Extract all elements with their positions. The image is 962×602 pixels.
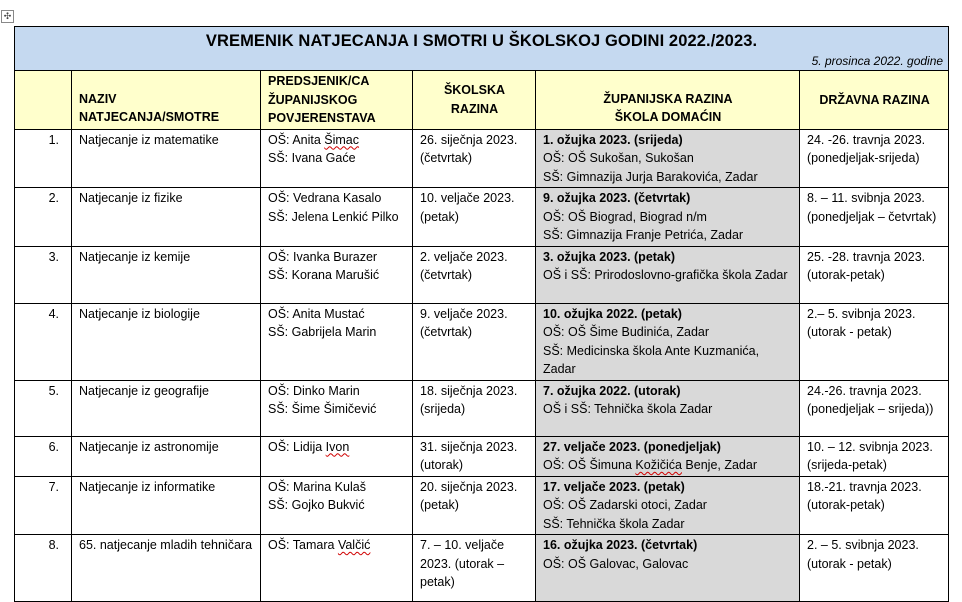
county-level <box>536 303 800 380</box>
chair-primary-name: Valčić <box>337 538 371 552</box>
chair-secondary: SŠ: Ivana Gaće <box>268 151 356 165</box>
chair-secondary: SŠ: Šime Šimičević <box>268 402 377 416</box>
title-cell <box>15 27 949 71</box>
committee-chair <box>261 188 413 247</box>
county-host-primary: OŠ: OŠ Biograd, Biograd n/m <box>543 209 707 224</box>
county-host-primary: OŠ: OŠ Galovac, Galovac <box>543 556 689 571</box>
county-date: 9. ožujka 2023. (četvrtak) <box>543 191 691 205</box>
chair-secondary: SŠ: Jelena Lenkić Pilko <box>268 209 399 224</box>
header-zup-line1: ŽUPANIJSKA RAZINA <box>603 91 733 106</box>
state-level: 25. -28. travnja 2023. (utorak-petak) <box>800 246 949 303</box>
state-level: 10. – 12. svibnja 2023. (srijeda-petak) <box>800 436 949 476</box>
county-host-primary: OŠ i SŠ: Prirodoslovno-grafička škola Zadar <box>543 268 788 282</box>
schedule-table <box>14 26 949 602</box>
chair-primary: OŠ: Vedrana Kasalo <box>268 191 382 205</box>
county-date: 27. veljače 2023. (ponedjeljak) <box>543 439 721 454</box>
committee-chair <box>261 129 413 188</box>
committee-chair <box>261 436 413 476</box>
competition-name: Natjecanje iz matematike <box>72 129 261 188</box>
table-row <box>15 380 949 436</box>
table-row <box>15 188 949 247</box>
chair-primary: OŠ: Ivanka Burazer <box>268 249 378 264</box>
row-number: 1. <box>15 129 72 188</box>
state-level: 2.– 5. svibnja 2023. (utorak - petak) <box>800 303 949 380</box>
chair-secondary: SŠ: Gojko Bukvić <box>268 498 365 512</box>
table-row <box>15 246 949 303</box>
row-number: 5. <box>15 380 72 436</box>
table-row <box>15 129 949 188</box>
county-level <box>536 476 800 535</box>
county-host-primary: OŠ i SŠ: Tehnička škola Zadar <box>543 402 713 416</box>
chair-primary: OŠ: Marina Kulaš <box>268 479 366 494</box>
county-host-primary: OŠ: OŠ Sukošan, Sukošan <box>543 151 694 165</box>
row-number: 7. <box>15 476 72 535</box>
row-number: 6. <box>15 436 72 476</box>
header-predsjenik <box>261 71 413 130</box>
committee-chair <box>261 476 413 535</box>
county-level <box>536 188 800 247</box>
chair-primary-prefix: OŠ: Anita <box>268 132 325 147</box>
county-host-secondary: SŠ: Gimnazija Franje Petrića, Zadar <box>543 228 744 242</box>
table-row <box>15 303 949 380</box>
county-level <box>536 246 800 303</box>
school-level: 18. siječnja 2023. (srijeda) <box>413 380 536 436</box>
county-level <box>536 535 800 602</box>
county-date: 3. ožujka 2023. (petak) <box>543 249 676 264</box>
chair-secondary: SŠ: Gabrijela Marin <box>268 325 377 339</box>
chair-primary-prefix: OŠ: Tamara <box>268 538 338 552</box>
table-row <box>15 436 949 476</box>
header-pred-line2: ŽUPANIJSKOG <box>268 92 358 107</box>
header-naziv-line2: NATJECANJA/SMOTRE <box>79 110 220 124</box>
state-level: 8. – 11. svibnja 2023. (ponedjeljak – četvrtak) <box>800 188 949 247</box>
county-host-name: Kožičića <box>635 458 682 472</box>
row-number: 4. <box>15 303 72 380</box>
county-date: 17. veljače 2023. (petak) <box>543 479 685 494</box>
state-level: 24.-26. travnja 2023. (ponedjeljak – srijeda)) <box>800 380 949 436</box>
chair-primary-name: Šimac <box>324 132 360 147</box>
state-level: 24. -26. travnja 2023. (ponedjeljak-srijeda) <box>800 129 949 188</box>
county-host-primary: OŠ: OŠ Zadarski otoci, Zadar <box>543 498 707 512</box>
county-level <box>536 380 800 436</box>
school-level: 7. – 10. veljače 2023. (utorak – petak) <box>413 535 536 602</box>
row-number: 3. <box>15 246 72 303</box>
header-skolska: ŠKOLSKA RAZINA <box>413 71 536 130</box>
county-level <box>536 129 800 188</box>
school-level: 26. siječnja 2023. (četvrtak) <box>413 129 536 188</box>
document-title: VREMENIK NATJECANJA I SMOTRI U ŠKOLSKOJ GODINI 2022./2023. <box>205 32 758 50</box>
county-level <box>536 436 800 476</box>
county-host-secondary: SŠ: Tehnička škola Zadar <box>543 516 685 531</box>
county-host-secondary: SŠ: Gimnazija Jurja Barakovića, Zadar <box>543 169 758 184</box>
chair-primary-name: Ivon <box>325 439 350 454</box>
header-naziv <box>72 71 261 130</box>
document-date: 5. prosinca 2022. godine <box>811 53 944 68</box>
committee-chair <box>261 380 413 436</box>
competition-name: Natjecanje iz biologije <box>72 303 261 380</box>
header-num <box>15 71 72 130</box>
chair-primary-prefix: OŠ: Lidija <box>268 439 326 454</box>
header-zup-line2: ŠKOLA DOMAĆIN <box>614 110 722 124</box>
county-host-secondary: SŠ: Medicinska škola Ante Kuzmanića, Zadar <box>543 343 760 376</box>
school-level: 20. siječnja 2023. (petak) <box>413 476 536 535</box>
table-move-handle-icon[interactable]: ✣ <box>1 10 14 23</box>
county-host-prefix: OŠ: OŠ Šimuna <box>543 458 636 472</box>
header-row <box>15 71 949 130</box>
header-drzavna: DRŽAVNA RAZINA <box>800 71 949 130</box>
county-date: 1. ožujka 2023. (srijeda) <box>543 132 683 147</box>
county-host-suffix: Benje, Zadar <box>681 458 757 472</box>
school-level: 31. siječnja 2023. (utorak) <box>413 436 536 476</box>
school-level: 10. veljače 2023. (petak) <box>413 188 536 247</box>
committee-chair <box>261 535 413 602</box>
competition-name: Natjecanje iz geografije <box>72 380 261 436</box>
row-number: 8. <box>15 535 72 602</box>
school-level: 2. veljače 2023. (četvrtak) <box>413 246 536 303</box>
state-level: 18.-21. travnja 2023. (utorak-petak) <box>800 476 949 535</box>
table-row <box>15 476 949 535</box>
competition-name: Natjecanje iz kemije <box>72 246 261 303</box>
committee-chair <box>261 246 413 303</box>
header-zupanijska <box>536 71 800 130</box>
competition-name: Natjecanje iz astronomije <box>72 436 261 476</box>
county-date: 7. ožujka 2022. (utorak) <box>543 383 681 398</box>
table-row <box>15 535 949 602</box>
chair-primary: OŠ: Dinko Marin <box>268 383 360 398</box>
chair-secondary: SŠ: Korana Marušić <box>268 268 380 282</box>
header-naziv-line1: NAZIV <box>79 91 117 106</box>
title-row <box>15 27 949 71</box>
county-date: 10. ožujka 2022. (petak) <box>543 306 682 321</box>
chair-primary: OŠ: Anita Mustać <box>268 306 365 321</box>
school-level: 9. veljače 2023. (četvrtak) <box>413 303 536 380</box>
county-date: 16. ožujka 2023. (četvrtak) <box>543 538 698 552</box>
competition-name: Natjecanje iz informatike <box>72 476 261 535</box>
county-host-primary: OŠ: OŠ Šime Budinića, Zadar <box>543 325 710 339</box>
committee-chair <box>261 303 413 380</box>
header-pred-line1: PREDSJENIK/CA <box>268 74 370 88</box>
competition-name: 65. natjecanje mladih tehničara <box>72 535 261 602</box>
competition-name: Natjecanje iz fizike <box>72 188 261 247</box>
header-pred-line3: POVJERENSTAVA <box>268 111 376 125</box>
state-level: 2. – 5. svibnja 2023. (utorak - petak) <box>800 535 949 602</box>
row-number: 2. <box>15 188 72 247</box>
